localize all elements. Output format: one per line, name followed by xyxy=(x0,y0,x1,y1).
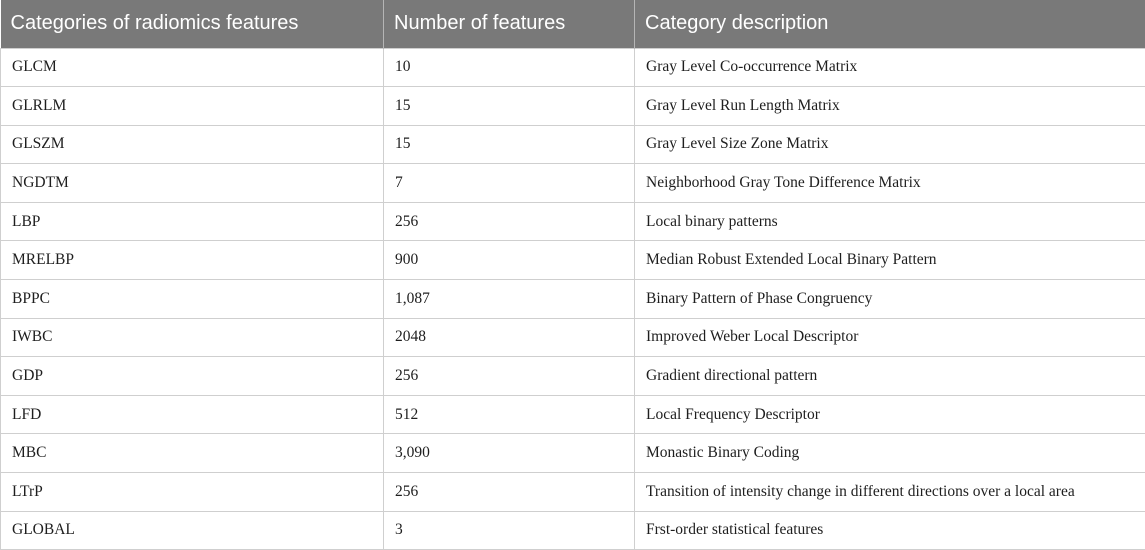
cell-number: 15 xyxy=(384,125,635,164)
cell-description: Gray Level Size Zone Matrix xyxy=(635,125,1145,164)
table-row xyxy=(1,434,1145,473)
cell-description: Monastic Binary Coding xyxy=(635,434,1145,473)
cell-category: GDP xyxy=(1,357,384,396)
cell-category: LTrP xyxy=(1,473,384,512)
table-row xyxy=(1,395,1145,434)
table-header-row xyxy=(1,0,1145,48)
cell-category: BPPC xyxy=(1,280,384,319)
table-row xyxy=(1,280,1145,319)
cell-description: Local Frequency Descriptor xyxy=(635,395,1145,434)
cell-category: LBP xyxy=(1,202,384,241)
cell-number: 256 xyxy=(384,357,635,396)
cell-category: GLSZM xyxy=(1,125,384,164)
cell-description: Gray Level Run Length Matrix xyxy=(635,87,1145,126)
cell-category: LFD xyxy=(1,395,384,434)
table-row xyxy=(1,125,1145,164)
cell-number: 256 xyxy=(384,473,635,512)
cell-category: GLCM xyxy=(1,48,384,87)
cell-number: 3 xyxy=(384,511,635,550)
cell-description: Transition of intensity change in different directions over a local area xyxy=(635,473,1145,512)
cell-number: 15 xyxy=(384,87,635,126)
cell-description: Gradient directional pattern xyxy=(635,357,1145,396)
table-row xyxy=(1,318,1145,357)
header-description: Category description xyxy=(635,0,1145,48)
cell-number: 512 xyxy=(384,395,635,434)
table-row xyxy=(1,511,1145,550)
cell-number: 7 xyxy=(384,164,635,203)
table-row xyxy=(1,202,1145,241)
cell-number: 256 xyxy=(384,202,635,241)
table-row xyxy=(1,87,1145,126)
cell-description: Gray Level Co-occurrence Matrix xyxy=(635,48,1145,87)
header-number: Number of features xyxy=(384,0,635,48)
table-row xyxy=(1,241,1145,280)
cell-number: 2048 xyxy=(384,318,635,357)
cell-category: IWBC xyxy=(1,318,384,357)
cell-category: NGDTM xyxy=(1,164,384,203)
cell-number: 900 xyxy=(384,241,635,280)
cell-category: GLOBAL xyxy=(1,511,384,550)
cell-number: 10 xyxy=(384,48,635,87)
cell-description: Binary Pattern of Phase Congruency xyxy=(635,280,1145,319)
cell-category: MRELBP xyxy=(1,241,384,280)
cell-description: Neighborhood Gray Tone Difference Matrix xyxy=(635,164,1145,203)
table-row xyxy=(1,473,1145,512)
table-row xyxy=(1,164,1145,203)
cell-category: GLRLM xyxy=(1,87,384,126)
cell-description: Median Robust Extended Local Binary Pattern xyxy=(635,241,1145,280)
cell-description: Frst-order statistical features xyxy=(635,511,1145,550)
cell-description: Improved Weber Local Descriptor xyxy=(635,318,1145,357)
cell-number: 3,090 xyxy=(384,434,635,473)
table-row xyxy=(1,48,1145,87)
table-row xyxy=(1,357,1145,396)
header-category: Categories of radiomics features xyxy=(1,0,384,48)
cell-category: MBC xyxy=(1,434,384,473)
cell-description: Local binary patterns xyxy=(635,202,1145,241)
cell-number: 1,087 xyxy=(384,280,635,319)
